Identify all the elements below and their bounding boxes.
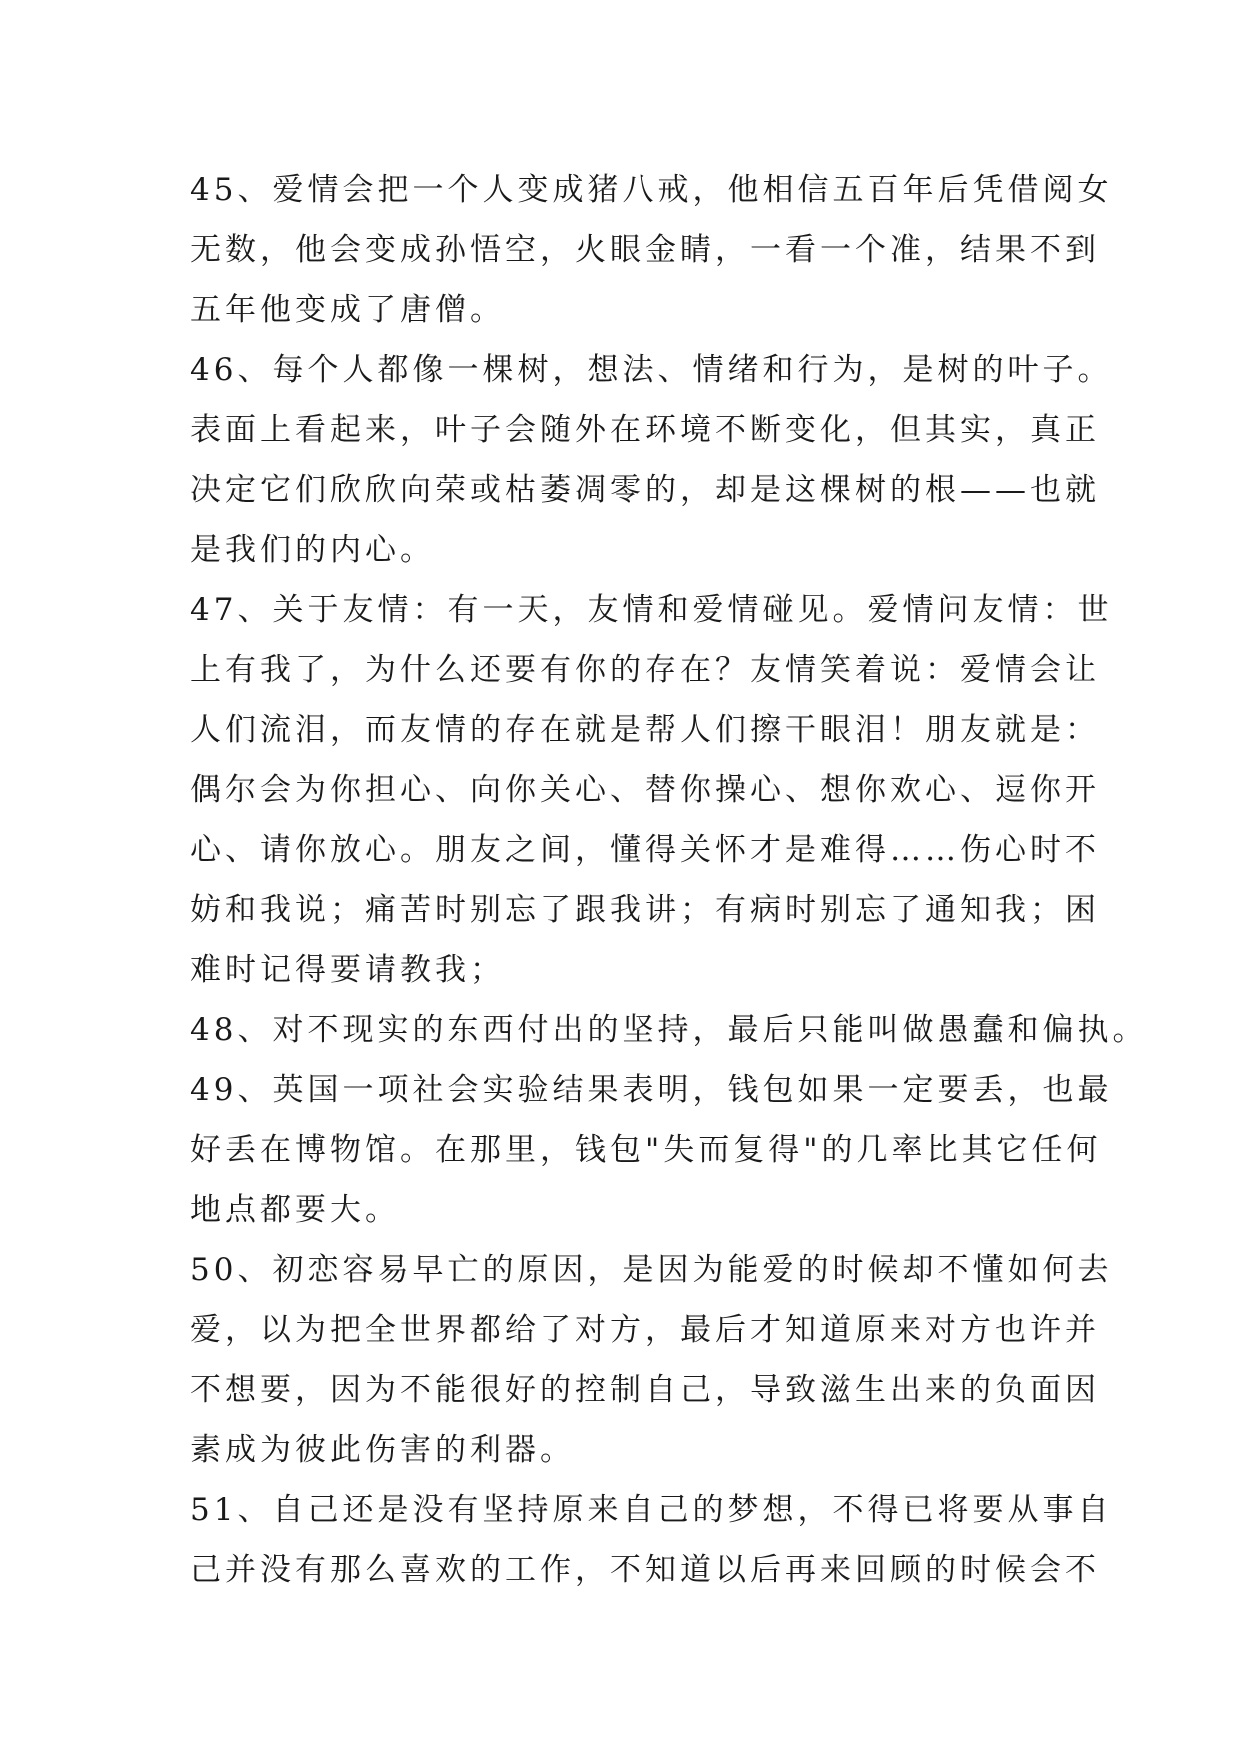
text-line: 是我们的内心。 [190,532,435,568]
text-line: 难时记得要请教我； [190,952,505,988]
text-line: 47、关于友情：有一天，友情和爱情碰见。爱情问友情：世 [190,592,1113,628]
text-line: 己并没有那么喜欢的工作，不知道以后再来回顾的时候会不 [190,1552,1100,1588]
text-line: 人们流泪，而友情的存在就是帮人们擦干眼泪！朋友就是： [190,712,1100,748]
text-line: 49、英国一项社会实验结果表明，钱包如果一定要丢，也最 [190,1072,1113,1108]
text-line: 表面上看起来，叶子会随外在环境不断变化，但其实，真正 [190,412,1100,448]
text-line: 48、对不现实的东西付出的坚持，最后只能叫做愚蠢和偏执。 [190,1012,1148,1048]
text-line: 好丢在博物馆。在那里，钱包"失而复得"的几率比其它任何 [190,1132,1102,1168]
text-line: 不想要，因为不能很好的控制自己，导致滋生出来的负面因 [190,1372,1100,1408]
text-line: 50、初恋容易早亡的原因，是因为能爱的时候却不懂如何去 [190,1252,1113,1288]
text-line: 五年他变成了唐僧。 [190,292,505,328]
document-body [190,160,1148,1600]
text-line: 45、爱情会把一个人变成猪八戒，他相信五百年后凭借阅女 [190,172,1113,208]
text-line: 无数，他会变成孙悟空，火眼金睛，一看一个准，结果不到 [190,232,1100,268]
text-line: 心、请你放心。朋友之间，懂得关怀才是难得……伤心时不 [190,832,1100,868]
text-line: 素成为彼此伤害的利器。 [190,1432,575,1468]
text-line: 爱，以为把全世界都给了对方，最后才知道原来对方也许并 [190,1312,1100,1348]
text-line: 51、自己还是没有坚持原来自己的梦想，不得已将要从事自 [190,1492,1113,1528]
text-line: 地点都要大。 [190,1192,400,1228]
text-line: 妨和我说；痛苦时别忘了跟我讲；有病时别忘了通知我；困 [190,892,1100,928]
text-line: 上有我了，为什么还要有你的存在？友情笑着说：爱情会让 [190,652,1100,688]
text-line: 46、每个人都像一棵树，想法、情绪和行为，是树的叶子。 [190,352,1113,388]
text-line: 偶尔会为你担心、向你关心、替你操心、想你欢心、逗你开 [190,772,1100,808]
text-line: 决定它们欣欣向荣或枯萎凋零的，却是这棵树的根——也就 [190,472,1100,508]
